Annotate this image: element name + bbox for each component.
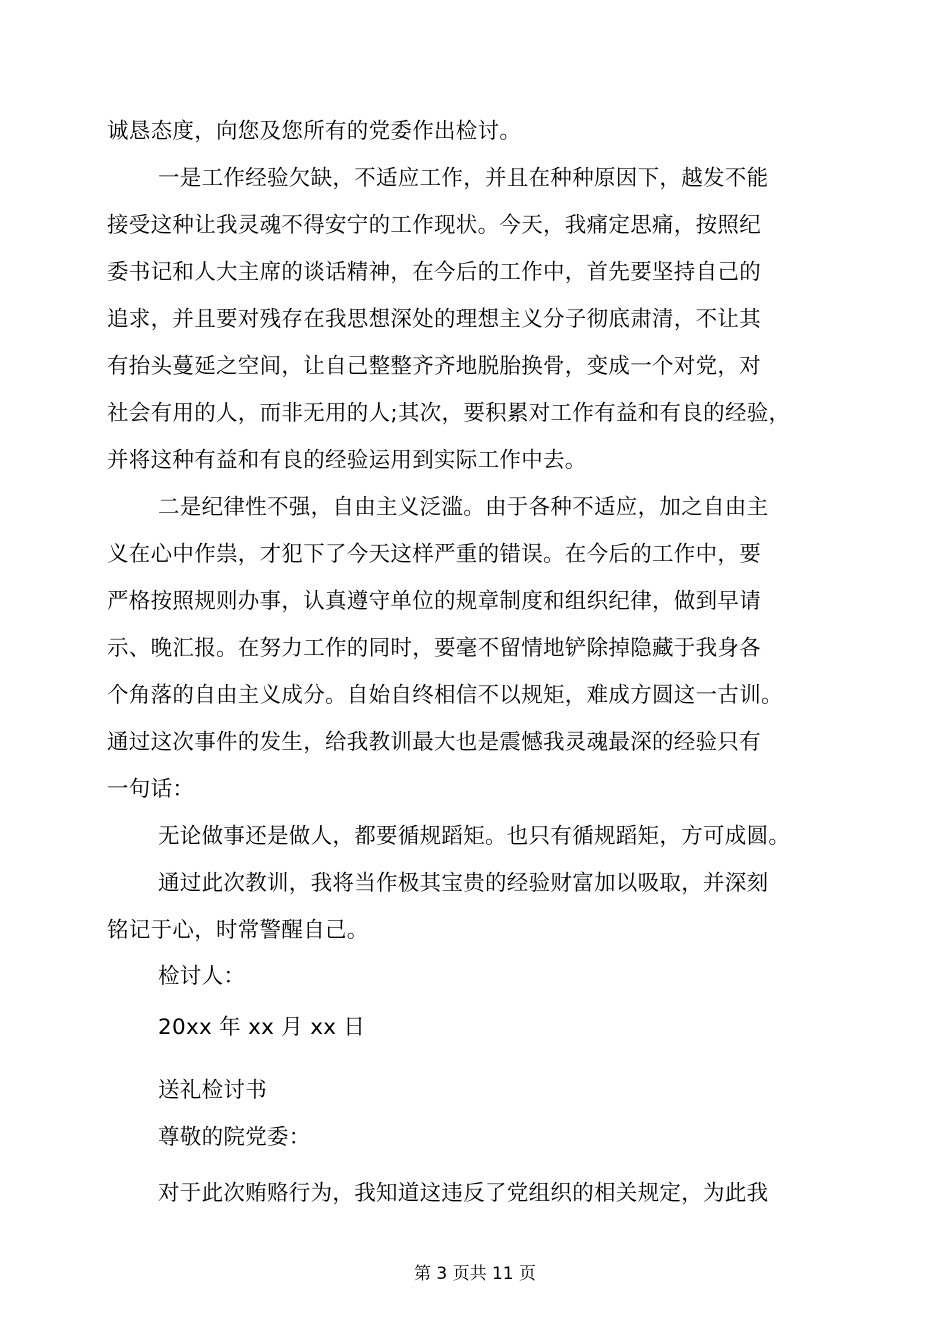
section-title: 送礼检讨书 [158,1078,268,1103]
text-line: 通过这次事件的发生，给我教训最大也是震憾我灵魂最深的经验只有 [107,730,762,755]
text-line: 二是纪律性不强，自由主义泛滥。由于各种不适应，加之自由主 [158,495,769,520]
text-line: 一句话： [107,777,195,802]
text-line: 并将这种有益和有良的经验运用到实际工作中去。 [107,448,587,473]
text-line: 无论做事还是做人，都要循规蹈矩。也只有循规蹈矩，方可成圆。 [158,824,791,849]
text-line: 接受这种让我灵魂不得安宁的工作现状。今天，我痛定思痛，按照纪 [107,213,762,238]
text-line: 义在心中作祟，才犯下了今天这样严重的错误。在今后的工作中，要 [107,542,762,567]
text-line: 对于此次贿赂行为，我知道这违反了党组织的相关规定，为此我 [158,1181,769,1206]
text-line: 一是工作经验欠缺，不适应工作，并且在种种原因下，越发不能 [158,166,769,191]
text-line: 追求，并且要对残存在我思想深处的理想主义分子彻底肃清，不让其 [107,307,762,332]
signer-label: 检讨人： [158,964,246,989]
date-line: 20xx 年 xx 月 xx 日 [158,1015,366,1040]
page-number: 第 3 页共 11 页 [413,1264,537,1284]
text-line: 委书记和人大主席的谈话精神，在今后的工作中，首先要坚持自己的 [107,260,762,285]
text-line: 社会有用的人，而非无用的人;其次，要积累对工作有益和有良的经验， [107,401,791,426]
text-line: 个角落的自由主义成分。自始自终相信不以规矩，难成方圆这一古训。 [107,683,783,708]
text-line: 铭记于心，时常警醒自己。 [107,918,369,943]
text-line: 示、晚汇报。在努力工作的同时，要毫不留情地铲除掉隐藏于我身各 [107,636,762,661]
text-line: 有抬头蔓延之空间，让自己整整齐齐地脱胎换骨，变成一个对党，对 [107,354,762,379]
salutation: 尊敬的院党委： [158,1125,311,1150]
text-line: 严格按照规则办事，认真遵守单位的规章制度和组织纪律，做到早请 [107,589,762,614]
text-line: 诚恳态度，向您及您所有的党委作出检讨。 [107,119,522,144]
text-line: 通过此次教训，我将当作极其宝贵的经验财富加以吸取，并深刻 [158,871,769,896]
